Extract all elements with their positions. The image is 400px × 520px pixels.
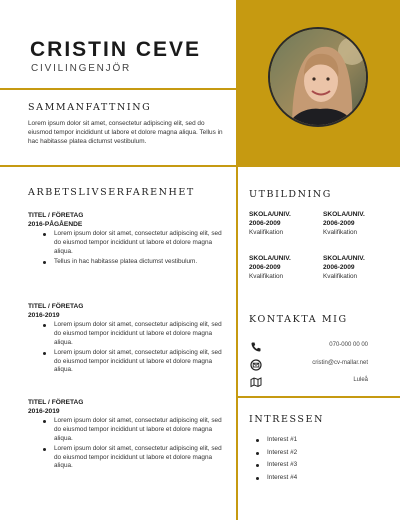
- job-title: TITEL / FÖRETAG: [28, 399, 84, 406]
- interests-title: INTRESSEN: [249, 414, 324, 425]
- contact-divider: [236, 396, 400, 398]
- interest-item: Interest #1: [256, 434, 297, 447]
- education-entry: [323, 210, 393, 237]
- contact-location: Luleå: [353, 377, 368, 383]
- job-title: TITEL / FÖRETAG: [28, 212, 84, 219]
- education-years: 2006-2009: [323, 264, 355, 271]
- education-school: SKOLA/UNIV.: [249, 255, 291, 262]
- job-entry: [28, 302, 228, 377]
- contact-email[interactable]: cristin@cv-mallar.net: [312, 360, 368, 366]
- education-qualification: Kvalifikation: [323, 229, 358, 236]
- column-divider: [236, 166, 238, 520]
- job-bullet: Lorem ipsum dolor sit amet, consectetur adipiscing elit, sed do eiusmod tempor incididunt ut labore et dolore magna aliqua.: [28, 230, 228, 256]
- location-icon: [250, 375, 262, 387]
- profile-photo: [268, 27, 368, 127]
- education-years: 2006-2009: [323, 220, 355, 227]
- education-title: UTBILDNING: [249, 189, 332, 200]
- education-school: SKOLA/UNIV.: [323, 211, 365, 218]
- job-bullet: Lorem ipsum dolor sit amet, consectetur adipiscing elit, sed do eiusmod tempor incididunt ut labore et dolore magna aliqua.: [28, 417, 228, 443]
- candidate-name: CRISTIN CEVE: [30, 38, 202, 61]
- contact-title: KONTAKTA MIG: [249, 314, 348, 325]
- job-dates: 2016-PÅGÅENDE: [28, 221, 83, 228]
- job-bullets: [28, 417, 228, 471]
- job-bullet: Tellus in hac habitasse platea dictumst vestibulum.: [28, 258, 228, 267]
- summary-divider: [0, 165, 400, 167]
- contact-email-row: [250, 358, 368, 370]
- interest-item: Interest #2: [256, 447, 297, 460]
- education-entry: [249, 254, 319, 281]
- phone-icon: [250, 340, 262, 352]
- interest-item: Interest #3: [256, 459, 297, 472]
- job-bullets: [28, 230, 228, 267]
- job-dates: 2016-2019: [28, 312, 60, 319]
- education-qualification: Kvalifikation: [323, 273, 358, 280]
- email-icon: [250, 358, 262, 370]
- candidate-role: CIVILINGENJÖR: [31, 63, 132, 74]
- education-school: SKOLA/UNIV.: [323, 255, 365, 262]
- summary-title: SAMMANFATTNING: [28, 102, 152, 113]
- summary-text: Lorem ipsum dolor sit amet, consectetur adipiscing elit, sed do eiusmod tempor incididunt ut labore et dolore magna aliqua. Tellus in hac habitasse platea dictumst vestibulum.: [28, 120, 223, 146]
- education-qualification: Kvalifikation: [249, 273, 284, 280]
- experience-title: ARBETSLIVSERFARENHET: [28, 187, 195, 198]
- job-title: TITEL / FÖRETAG: [28, 303, 84, 310]
- job-bullet: Lorem ipsum dolor sit amet, consectetur adipiscing elit, sed do eiusmod tempor incididunt ut labore et dolore magna aliqua.: [28, 321, 228, 347]
- job-bullet: Lorem ipsum dolor sit amet, consectetur adipiscing elit, sed do eiusmod tempor incididunt ut labore et dolore magna aliqua.: [28, 445, 228, 471]
- job-entry: [28, 398, 228, 473]
- education-years: 2006-2009: [249, 264, 281, 271]
- contact-phone-row: [250, 340, 368, 352]
- interest-item: Interest #4: [256, 472, 297, 485]
- education-entry: [323, 254, 393, 281]
- interests-list: [256, 434, 297, 484]
- education-school: SKOLA/UNIV.: [249, 211, 291, 218]
- header-divider: [0, 88, 236, 90]
- contact-phone[interactable]: 070-000 00 00: [329, 342, 368, 348]
- education-years: 2006-2009: [249, 220, 281, 227]
- contact-location-row: [250, 375, 368, 387]
- job-bullet: Lorem ipsum dolor sit amet, consectetur adipiscing elit, sed do eiusmod tempor incididunt ut labore et dolore magna aliqua.: [28, 349, 228, 375]
- job-bullets: [28, 321, 228, 375]
- job-dates: 2016-2019: [28, 408, 60, 415]
- education-entry: [249, 210, 319, 237]
- job-entry: [28, 211, 228, 268]
- education-qualification: Kvalifikation: [249, 229, 284, 236]
